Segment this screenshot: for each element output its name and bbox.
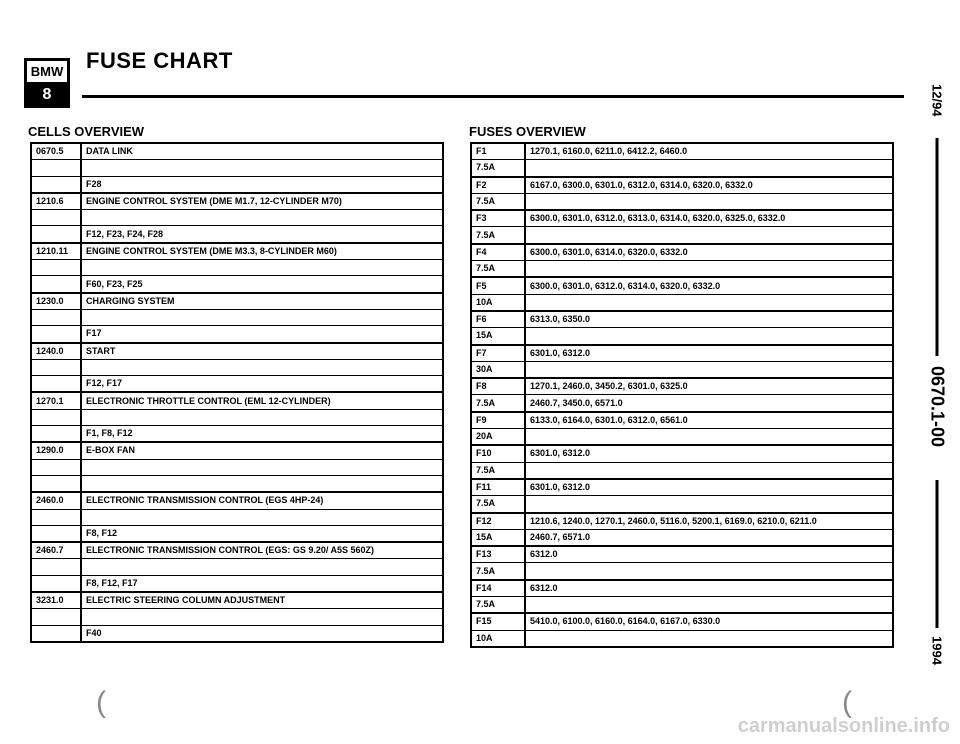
fuse-row <box>471 597 893 614</box>
cell-code <box>31 575 81 592</box>
cell-desc: F1, F8, F12 <box>81 426 443 443</box>
fuse-code: 10A <box>471 630 525 647</box>
fuse-desc <box>525 361 893 378</box>
cell-desc: ENGINE CONTROL SYSTEM (DME M3.3, 8-CYLINDER M60) <box>81 243 443 260</box>
fuse-desc: 6167.0, 6300.0, 6301.0, 6312.0, 6314.0, 6320.0, 6332.0 <box>525 177 893 194</box>
fuse-row <box>471 160 893 177</box>
fuse-row <box>471 412 893 429</box>
cell-desc: F17 <box>81 326 443 343</box>
cells-heading: CELLS OVERVIEW <box>28 124 145 139</box>
side-doc-code: 0670.1-00 <box>927 366 948 448</box>
side-rule-top <box>936 138 939 356</box>
fuse-desc <box>525 563 893 580</box>
cell-code <box>31 260 81 276</box>
fuse-row <box>471 445 893 462</box>
fuse-row <box>471 261 893 278</box>
cells-table <box>30 142 444 643</box>
fuse-code: F1 <box>471 143 525 160</box>
fuse-desc: 1210.6, 1240.0, 1270.1, 2460.0, 5116.0, 5200.1, 6169.0, 6210.0, 6211.0 <box>525 513 893 530</box>
fuse-row <box>471 294 893 311</box>
cell-row <box>31 359 443 375</box>
fuse-row <box>471 580 893 597</box>
cell-row <box>31 176 443 193</box>
fuse-desc <box>525 227 893 244</box>
cell-row <box>31 376 443 393</box>
fuse-row <box>471 143 893 160</box>
cell-row <box>31 392 443 409</box>
fuse-code: 15A <box>471 529 525 546</box>
fuse-desc: 2460.7, 6571.0 <box>525 529 893 546</box>
cell-row <box>31 442 443 459</box>
side-year: 1994 <box>929 636 945 665</box>
fuse-code: 7.5A <box>471 462 525 479</box>
cell-desc: F12, F17 <box>81 376 443 393</box>
cell-desc <box>81 609 443 625</box>
fuse-row <box>471 529 893 546</box>
fuse-code: F15 <box>471 613 525 630</box>
cell-code: 1270.1 <box>31 392 81 409</box>
fuse-code: 7.5A <box>471 193 525 210</box>
cell-row <box>31 193 443 210</box>
cell-row <box>31 592 443 609</box>
cell-row <box>31 326 443 343</box>
cell-code <box>31 309 81 325</box>
cell-desc <box>81 210 443 226</box>
cell-code <box>31 160 81 176</box>
cell-row <box>31 143 443 160</box>
cell-desc <box>81 409 443 425</box>
fuse-row <box>471 546 893 563</box>
fuse-row <box>471 630 893 647</box>
cell-code <box>31 625 81 642</box>
cell-desc: ELECTRIC STEERING COLUMN ADJUSTMENT <box>81 592 443 609</box>
fuse-desc <box>525 328 893 345</box>
cell-desc <box>81 475 443 492</box>
fuse-desc: 6301.0, 6312.0 <box>525 479 893 496</box>
fuse-desc <box>525 597 893 614</box>
fuse-desc <box>525 462 893 479</box>
cell-code <box>31 525 81 542</box>
cell-desc: DATA LINK <box>81 143 443 160</box>
fuse-desc: 6300.0, 6301.0, 6314.0, 6320.0, 6332.0 <box>525 244 893 261</box>
fuse-code: F2 <box>471 177 525 194</box>
cell-desc <box>81 359 443 375</box>
fuse-desc: 6312.0 <box>525 580 893 597</box>
cell-code: 0670.5 <box>31 143 81 160</box>
fuse-row <box>471 613 893 630</box>
cell-code: 1210.11 <box>31 243 81 260</box>
fuse-desc: 6301.0, 6312.0 <box>525 445 893 462</box>
fuse-code: 7.5A <box>471 227 525 244</box>
cell-desc <box>81 309 443 325</box>
cell-code <box>31 210 81 226</box>
fuse-code: F11 <box>471 479 525 496</box>
cell-row <box>31 509 443 525</box>
cell-row <box>31 309 443 325</box>
fuse-desc: 6301.0, 6312.0 <box>525 345 893 362</box>
cell-row <box>31 492 443 509</box>
fuse-row <box>471 378 893 395</box>
cell-code <box>31 559 81 575</box>
cell-code <box>31 326 81 343</box>
fuse-desc: 6133.0, 6164.0, 6301.0, 6312.0, 6561.0 <box>525 412 893 429</box>
fuses-heading: FUSES OVERVIEW <box>469 124 586 139</box>
fuse-code: F5 <box>471 277 525 294</box>
fuse-desc <box>525 496 893 513</box>
fuse-code: F8 <box>471 378 525 395</box>
page-title: FUSE CHART <box>86 48 233 73</box>
fuse-code: F13 <box>471 546 525 563</box>
cell-code <box>31 226 81 243</box>
fuse-code: 15A <box>471 328 525 345</box>
fuse-code: F12 <box>471 513 525 530</box>
fuse-code: 7.5A <box>471 597 525 614</box>
fuse-row <box>471 479 893 496</box>
cell-desc <box>81 160 443 176</box>
cell-row <box>31 559 443 575</box>
fuse-code: F10 <box>471 445 525 462</box>
cell-row <box>31 293 443 310</box>
cell-row <box>31 210 443 226</box>
fuse-desc <box>525 630 893 647</box>
fuse-code: 7.5A <box>471 496 525 513</box>
fuse-desc: 5410.0, 6100.0, 6160.0, 6164.0, 6167.0, 6330.0 <box>525 613 893 630</box>
cell-row <box>31 542 443 559</box>
fuse-code: F6 <box>471 311 525 328</box>
cell-desc: CHARGING SYSTEM <box>81 293 443 310</box>
fuse-code: F9 <box>471 412 525 429</box>
cell-row <box>31 625 443 642</box>
fuse-code: F4 <box>471 244 525 261</box>
cell-desc: ELECTRONIC TRANSMISSION CONTROL (EGS: GS 9.20/ A5S 560Z) <box>81 542 443 559</box>
cell-code: 1230.0 <box>31 293 81 310</box>
fuse-row <box>471 395 893 412</box>
fuse-code: 10A <box>471 294 525 311</box>
cell-desc <box>81 559 443 575</box>
cell-row <box>31 243 443 260</box>
header-rule <box>82 95 904 98</box>
cell-code: 3231.0 <box>31 592 81 609</box>
fuse-row <box>471 227 893 244</box>
cell-code <box>31 359 81 375</box>
fuse-code: 7.5A <box>471 395 525 412</box>
fuse-desc <box>525 261 893 278</box>
cell-row <box>31 525 443 542</box>
cell-code <box>31 276 81 293</box>
cell-row <box>31 459 443 475</box>
cell-desc: ELECTRONIC TRANSMISSION CONTROL (EGS 4HP-24) <box>81 492 443 509</box>
fuse-code: 30A <box>471 361 525 378</box>
fuse-row <box>471 277 893 294</box>
cell-row <box>31 260 443 276</box>
fuse-code: 20A <box>471 429 525 446</box>
fuse-code: F7 <box>471 345 525 362</box>
fuses-table <box>470 142 894 648</box>
cell-desc: ELECTRONIC THROTTLE CONTROL (EML 12-CYLINDER) <box>81 392 443 409</box>
fuse-desc: 6313.0, 6350.0 <box>525 311 893 328</box>
fuse-code: F3 <box>471 210 525 227</box>
cell-desc <box>81 459 443 475</box>
scan-mark: ( <box>842 686 852 719</box>
cell-desc: F28 <box>81 176 443 193</box>
fuse-desc: 2460.7, 3450.0, 6571.0 <box>525 395 893 412</box>
fuse-desc: 1270.1, 6160.0, 6211.0, 6412.2, 6460.0 <box>525 143 893 160</box>
cell-row <box>31 160 443 176</box>
cell-code <box>31 459 81 475</box>
cell-desc <box>81 509 443 525</box>
cell-desc: ENGINE CONTROL SYSTEM (DME M1.7, 12-CYLINDER M70) <box>81 193 443 210</box>
fuse-desc: 6312.0 <box>525 546 893 563</box>
fuse-desc <box>525 294 893 311</box>
fuse-row <box>471 244 893 261</box>
fuse-row <box>471 193 893 210</box>
cell-desc: E-BOX FAN <box>81 442 443 459</box>
scan-mark: ( <box>96 686 106 719</box>
cell-desc: F12, F23, F24, F28 <box>81 226 443 243</box>
cell-row <box>31 343 443 360</box>
cell-code <box>31 176 81 193</box>
cell-desc: F8, F12 <box>81 525 443 542</box>
fuse-row <box>471 513 893 530</box>
fuse-row <box>471 177 893 194</box>
watermark: carmanualsonline.info <box>737 715 950 737</box>
bmw-logo <box>24 58 70 108</box>
cell-desc: START <box>81 343 443 360</box>
cell-code: 2460.7 <box>31 542 81 559</box>
fuse-desc: 1270.1, 2460.0, 3450.2, 6301.0, 6325.0 <box>525 378 893 395</box>
cell-row <box>31 609 443 625</box>
cell-code <box>31 409 81 425</box>
cell-code: 1290.0 <box>31 442 81 459</box>
fuse-row <box>471 361 893 378</box>
side-strip <box>914 40 960 700</box>
fuse-row <box>471 429 893 446</box>
fuse-desc: 6300.0, 6301.0, 6312.0, 6314.0, 6320.0, 6332.0 <box>525 277 893 294</box>
cell-code <box>31 426 81 443</box>
cell-desc: F8, F12, F17 <box>81 575 443 592</box>
fuse-desc <box>525 193 893 210</box>
cell-code <box>31 509 81 525</box>
cell-row <box>31 426 443 443</box>
cell-desc: F40 <box>81 625 443 642</box>
logo-brand: BMW <box>27 61 67 85</box>
fuse-row <box>471 210 893 227</box>
cell-code: 2460.0 <box>31 492 81 509</box>
cell-code <box>31 376 81 393</box>
fuse-row <box>471 462 893 479</box>
fuse-code: 7.5A <box>471 563 525 580</box>
cell-code: 1240.0 <box>31 343 81 360</box>
cell-row <box>31 276 443 293</box>
fuse-row <box>471 496 893 513</box>
cell-row <box>31 226 443 243</box>
fuse-desc: 6300.0, 6301.0, 6312.0, 6313.0, 6314.0, 6320.0, 6325.0, 6332.0 <box>525 210 893 227</box>
cell-code <box>31 475 81 492</box>
cell-row <box>31 475 443 492</box>
side-date: 12/94 <box>929 84 945 117</box>
cell-row <box>31 409 443 425</box>
fuse-code: F14 <box>471 580 525 597</box>
cell-code <box>31 609 81 625</box>
cell-row <box>31 575 443 592</box>
cell-desc: F60, F23, F25 <box>81 276 443 293</box>
fuse-code: 7.5A <box>471 261 525 278</box>
fuse-row <box>471 311 893 328</box>
fuse-row <box>471 328 893 345</box>
fuse-code: 7.5A <box>471 160 525 177</box>
fuse-row <box>471 563 893 580</box>
fuse-desc <box>525 160 893 177</box>
cell-code: 1210.6 <box>31 193 81 210</box>
cell-desc <box>81 260 443 276</box>
fuse-row <box>471 345 893 362</box>
logo-series: 8 <box>27 85 67 105</box>
side-rule-bottom <box>936 480 939 628</box>
fuse-desc <box>525 429 893 446</box>
